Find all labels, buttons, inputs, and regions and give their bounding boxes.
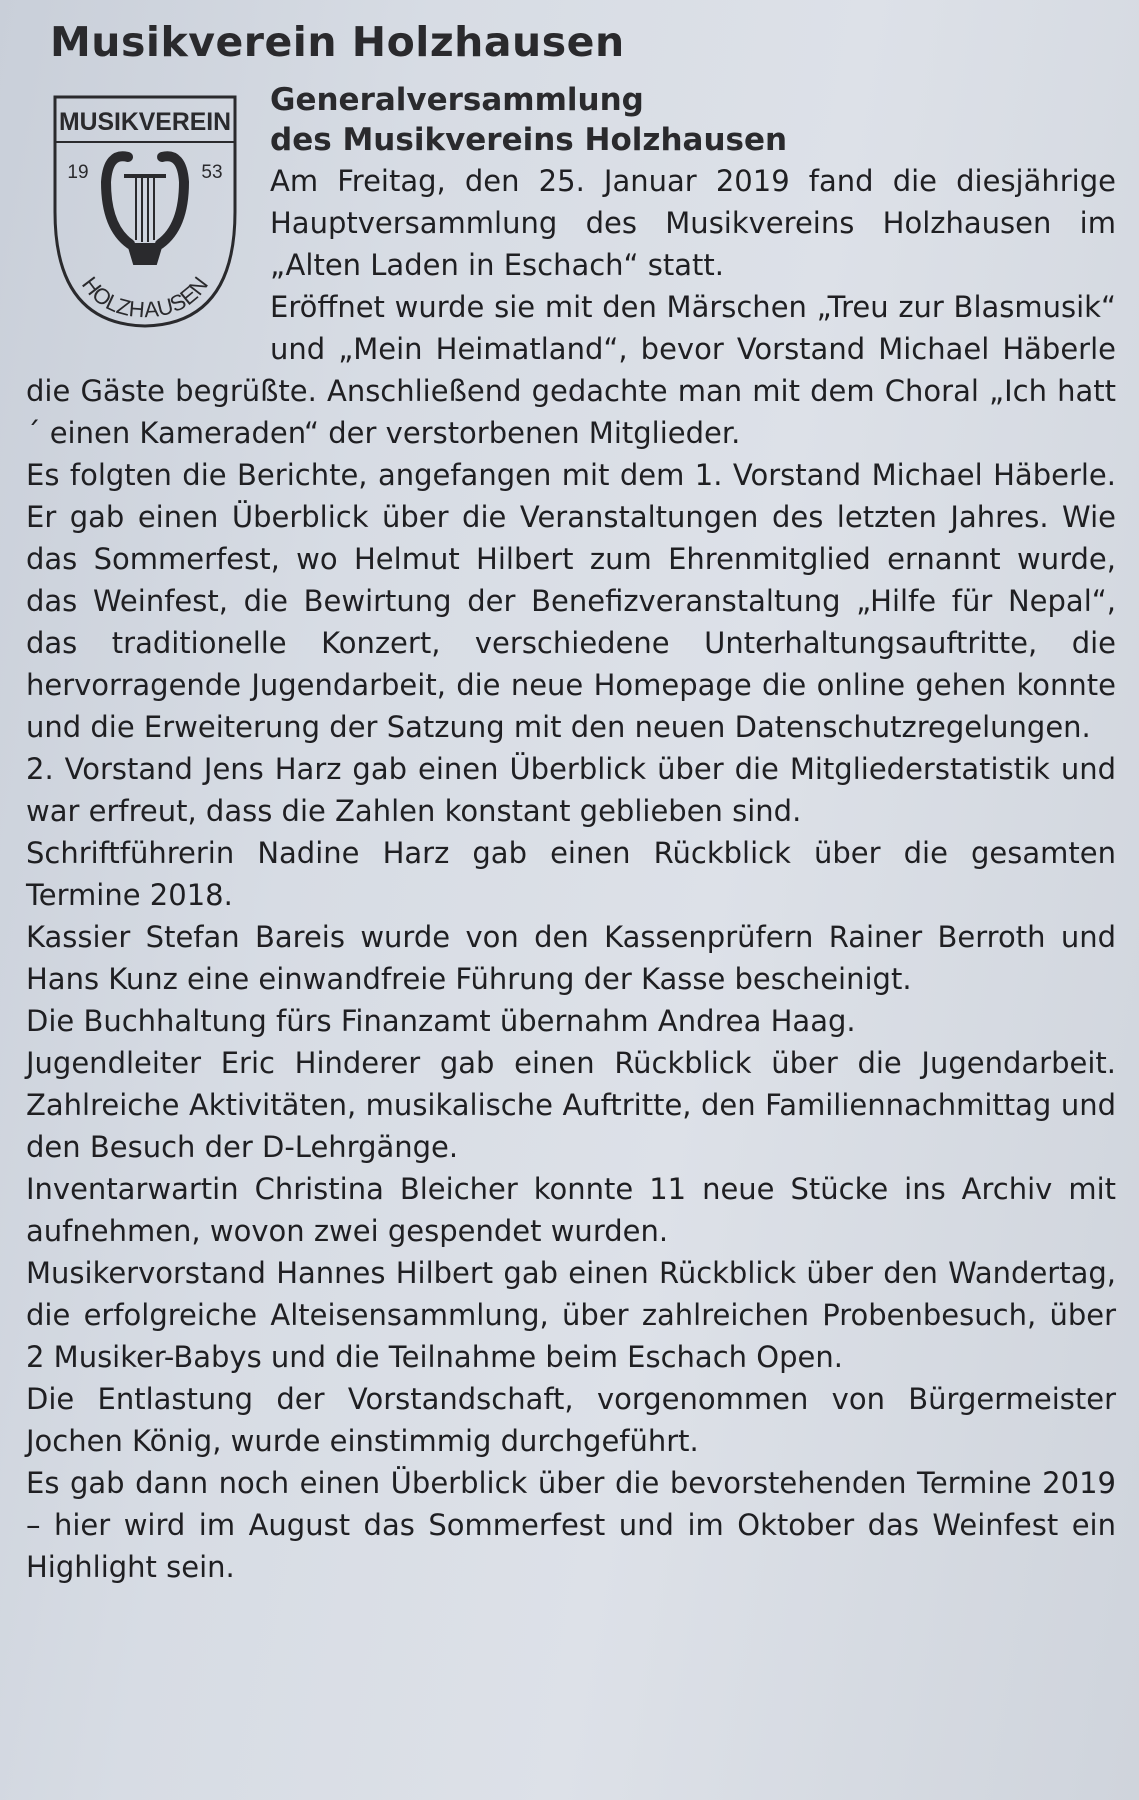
article-paragraph: Jugendleiter Eric Hinderer gab einen Rückblick über die Jugendarbeit. Zahlreiche Aktivitäten, musikalische Auftritte, den Familiennachmittag und den Besuch der D-Lehrgänge. (26, 1046, 1116, 1164)
article-headline-line-2: des Musikvereins Holzhausen (270, 122, 788, 158)
article-paragraph: Es folgten die Berichte, angefangen mit dem 1. Vorstand Michael Häberle. Er gab einen Überblick über die Veranstaltungen des letzten Jahres. Wie das Sommerfest, wo Helmut Hilbert zum Ehrenmitglied ernannt wurde, das Weinfest, die Bewirtung der Benefizveranstaltung „Hilfe für Nepal“, das traditionelle Konzert, verschiedene Unterhaltungsauftritte, die hervorragende Jugendarbeit, die neue Homepage die online gehen konnte und die Erweiterung der Satzung mit den neuen Datenschutzregelungen. (26, 458, 1116, 744)
article-paragraph: Die Entlastung der Vorstandschaft, vorgenommen von Bürgermeister Jochen König, wurde einstimmig durchgeführt. (26, 1382, 1116, 1458)
article-body (26, 80, 1116, 1588)
article-headline-line-1: Generalversammlung (270, 82, 644, 118)
logo-year-left: 19 (67, 162, 89, 183)
article-paragraph: 2. Vorstand Jens Harz gab einen Überblick über die Mitgliederstatistik und war erfreut, dass die Zahlen konstant geblieben sind. (26, 752, 1116, 828)
article-paragraph: Musikervorstand Hannes Hilbert gab einen Rückblick über den Wandertag, die erfolgreiche Alteisensammlung, über zahlreichen Probenbesuch, über 2 Musiker-Babys und die Teilnahme beim Eschach Open. (26, 1256, 1116, 1374)
logo-arc-text: HOLZHAUSEN (77, 272, 213, 323)
logo-float-space (40, 80, 270, 348)
logo-top-text: MUSIKVEREIN (59, 108, 231, 136)
article-paragraph: Kassier Stefan Bareis wurde von den Kassenprüfern Rainer Berroth und Hans Kunz eine einwandfreie Führung der Kasse bescheinigt. (26, 920, 1116, 996)
article-paragraph: Inventarwartin Christina Bleicher konnte 11 neue Stücke ins Archiv mit aufnehmen, wovon zwei gespendet wurden. (26, 1172, 1116, 1248)
article-paragraph: Eröffnet wurde sie mit den Märschen „Treu zur Blasmusik“ und „Mein Heimatland“, bevor Vorstand Michael Häberle die Gäste begrüßte. Anschließend gedachte man mit dem Choral „Ich hatt´ einen Kameraden“ der verstorbenen Mitglieder. (26, 290, 1116, 450)
article-paragraph: Schriftführerin Nadine Harz gab einen Rückblick über die gesamten Termine 2018. (26, 836, 1116, 912)
article-paragraph: Am Freitag, den 25. Januar 2019 fand die diesjährige Hauptversammlung des Musikvereins Holzhausen im „Alten Laden in Eschach“ statt. (270, 164, 1116, 282)
article-paragraph: Es gab dann noch einen Überblick über die bevorstehenden Termine 2019 – hier wird im August das Sommerfest und im Oktober das Weinfest ein Highlight sein. (26, 1466, 1116, 1584)
page-title: Musikverein Holzhausen (50, 18, 625, 66)
article-paragraph: Die Buchhaltung fürs Finanzamt übernahm Andrea Haag. (26, 1004, 856, 1038)
logo-year-right: 53 (201, 162, 223, 183)
